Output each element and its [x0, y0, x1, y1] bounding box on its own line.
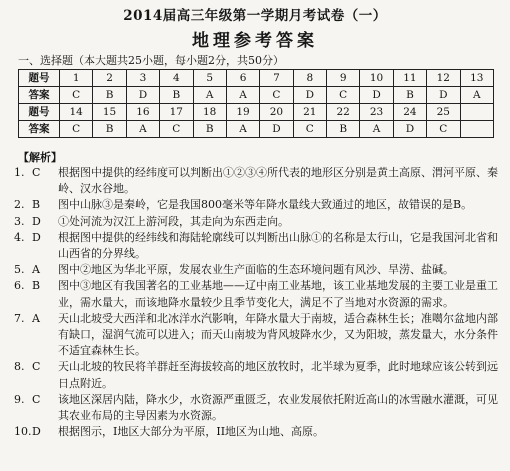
item-answer: D	[32, 425, 41, 439]
table-cell: D	[126, 87, 159, 104]
table-cell: D	[393, 121, 426, 138]
analysis-item	[14, 424, 500, 440]
section-heading: 一、选择题（本大题共25小题，每小题2分，共50分）	[18, 54, 284, 67]
analysis-heading: 【解析】	[18, 151, 62, 164]
item-explanation: 图中山脉③是秦岭，它是我国800毫米等年降水量线大致通过的地区，故错误的是B。	[58, 198, 473, 212]
table-cell: C	[327, 87, 360, 104]
table-cell: 15	[93, 104, 126, 121]
item-explanation: 该地区深居内陆，降水少，水资源严重匮乏，农业发展依托附近高山的冰雪融水灌溉，可见其农业布局的主导因素为水资源。	[58, 392, 498, 423]
item-number: 3.	[14, 214, 25, 228]
item-explanation: 天山北坡的牧民将羊群赶至海拔较高的地区放牧时，北半球为夏季，此时地球应该公转到远日点附近。	[58, 360, 498, 390]
table-cell: C	[60, 121, 93, 138]
table-cell: A	[460, 87, 494, 104]
item-explanation: 图中③地区有我国著名的工业基地——辽中南工业基地，该工业基地发展的主要工业是重工业，需水量大，而该地降水量较少且季节变化大，满足不了当地对水资源的需求。	[58, 279, 498, 309]
table-cell: D	[260, 121, 293, 138]
table-cell: 5	[193, 70, 226, 87]
table-cell: 9	[327, 70, 360, 87]
item-number: 1.	[14, 166, 25, 179]
analysis-item	[14, 392, 500, 424]
item-answer: D	[32, 214, 41, 228]
item-number: 8.	[14, 360, 25, 374]
analysis-item	[14, 197, 500, 213]
table-cell: 17	[160, 104, 193, 121]
table-cell: 8	[293, 70, 326, 87]
table-cell: B	[193, 121, 226, 138]
analysis-item	[14, 359, 500, 391]
table-cell: 3	[126, 70, 159, 87]
question-number-row	[19, 104, 494, 121]
document-title: 地理参考答案	[192, 31, 318, 51]
item-answer: A	[32, 263, 40, 277]
item-explanation: 根据图示，I地区大部分为平原，II地区为山地、高原。	[58, 425, 325, 439]
item-explanation: 天山北坡受大西洋和北冰洋水汽影响，年降水量大于南坡，适合森林生长；准噶尔盆地内部有缺口，湿润气流可以进入；而天山南坡为背风坡降水少，又为阳坡，蒸发量大，水分条件不适宜森林生长。	[58, 311, 498, 358]
row-label: 答案	[19, 121, 60, 138]
item-number: 7.	[14, 311, 25, 325]
item-answer: B	[32, 279, 41, 293]
answer-table	[18, 69, 494, 138]
item-number: 10.	[14, 425, 32, 439]
table-cell: 18	[193, 104, 226, 121]
item-number: 5.	[14, 263, 25, 277]
table-cell: B	[393, 87, 426, 104]
table-cell: B	[327, 121, 360, 138]
table-cell: B	[93, 121, 126, 138]
table-cell: 11	[393, 70, 426, 87]
table-cell: 20	[260, 104, 293, 121]
table-cell: 21	[293, 104, 326, 121]
table-cell	[460, 121, 494, 138]
row-label: 题号	[19, 104, 60, 121]
analysis-item	[14, 262, 500, 278]
analysis-item	[14, 230, 500, 262]
analysis-item	[14, 165, 500, 197]
item-explanation: 图中②地区为华北平原，发展农业生产面临的生态环境问题有风沙、旱涝、盐碱。	[58, 263, 454, 277]
table-cell: D	[293, 87, 326, 104]
table-cell: C	[260, 87, 293, 104]
table-cell: 6	[226, 70, 259, 87]
table-cell: 13	[460, 70, 494, 87]
table-cell: A	[126, 121, 159, 138]
table-cell: D	[427, 87, 460, 104]
table-cell: B	[93, 87, 126, 104]
analysis-item	[14, 278, 500, 310]
table-cell: C	[427, 121, 460, 138]
table-cell: C	[60, 87, 93, 104]
item-explanation: 根据图中提供的经纬线和海陆轮廓线可以判断出山脉①的名称是太行山，它是我国河北省和山西省的分界线。	[58, 230, 498, 261]
table-cell: 2	[93, 70, 126, 87]
table-cell: 10	[360, 70, 393, 87]
table-cell: C	[293, 121, 326, 138]
item-number: 4.	[14, 230, 25, 244]
table-cell: 14	[60, 104, 93, 121]
item-number: 6.	[14, 279, 25, 293]
question-number-row	[19, 70, 494, 87]
item-answer: D	[32, 230, 41, 244]
table-cell: 16	[126, 104, 159, 121]
table-cell: A	[193, 87, 226, 104]
exam-title: 2014届高三年级第一学期月考试卷（一）	[123, 8, 387, 24]
answer-row	[19, 121, 494, 138]
item-answer: C	[32, 166, 41, 179]
analysis-item	[14, 214, 500, 230]
item-number: 9.	[14, 392, 25, 406]
analysis-item	[14, 311, 500, 360]
table-cell: A	[226, 121, 259, 138]
item-answer: A	[32, 311, 40, 325]
row-label: 答案	[19, 87, 60, 104]
analysis-list	[14, 165, 500, 440]
table-cell: 19	[226, 104, 259, 121]
item-answer: C	[32, 360, 41, 374]
table-cell: D	[360, 87, 393, 104]
table-cell: A	[360, 121, 393, 138]
table-cell: A	[226, 87, 259, 104]
item-answer: C	[32, 392, 41, 406]
item-explanation: ①处河流为汉江上游河段，其走向为东西走向。	[58, 214, 289, 228]
table-cell: 12	[427, 70, 460, 87]
table-cell: B	[160, 87, 193, 104]
table-cell: 22	[327, 104, 360, 121]
table-cell: C	[160, 121, 193, 138]
table-cell: 1	[60, 70, 93, 87]
table-cell: 25	[427, 104, 460, 121]
answer-row	[19, 87, 494, 104]
table-cell: 23	[360, 104, 393, 121]
item-explanation: 根据图中提供的经纬度可以判断出①②③④所代表的地形区分别是黄土高原、渭河平原、秦岭、汉水谷地。	[58, 166, 498, 196]
item-answer: B	[32, 198, 41, 212]
item-number: 2.	[14, 198, 25, 212]
row-label: 题号	[19, 70, 60, 87]
table-cell: 24	[393, 104, 426, 121]
table-cell: 7	[260, 70, 293, 87]
table-cell: 4	[160, 70, 193, 87]
table-cell	[460, 104, 494, 121]
